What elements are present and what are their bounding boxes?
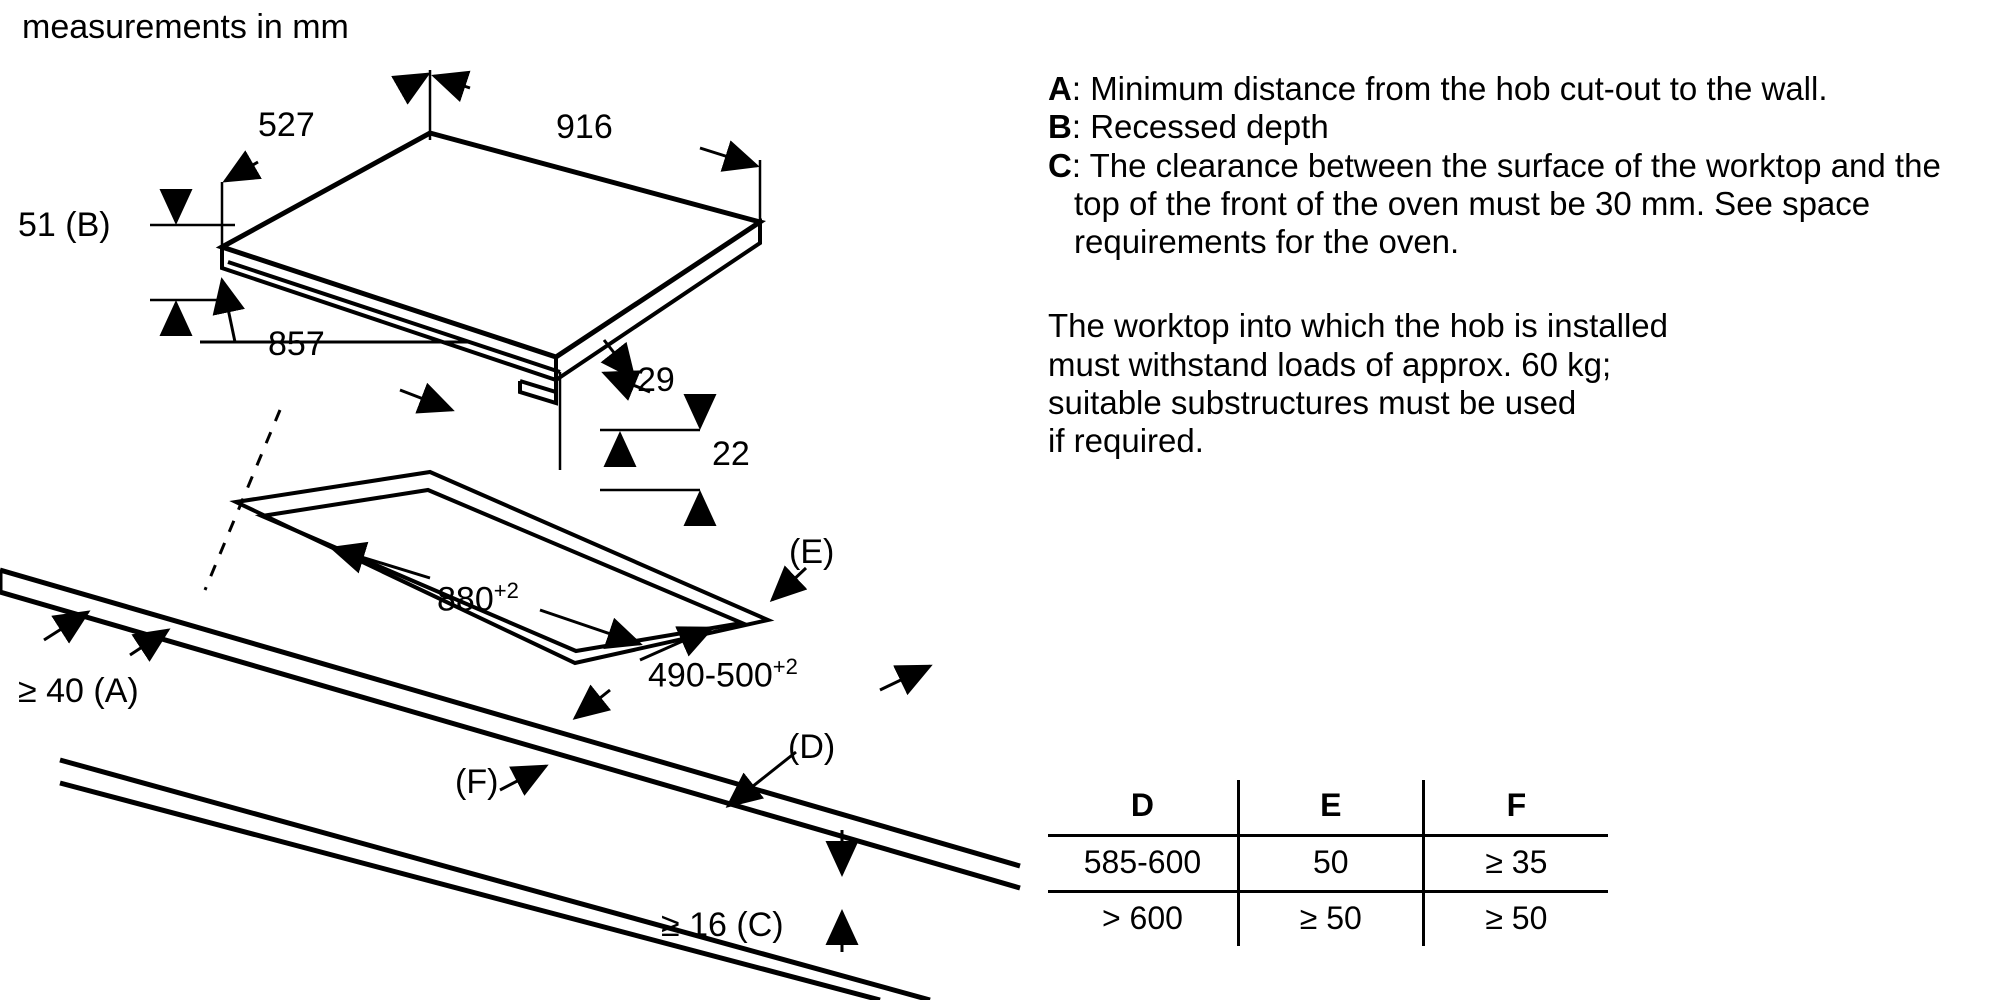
- dim-width-top: 916: [556, 108, 613, 146]
- legend-text-a: Minimum distance from the hob cut-out to the wall.: [1090, 70, 1828, 107]
- table-cell-f-2: ≥ 50: [1485, 900, 1548, 936]
- legend-text-c: The clearance between the surface of the worktop and the top of the front of the oven must be 30 mm. See space requirements for the oven.: [1074, 146, 1941, 261]
- table-cell-e-1: 50: [1238, 836, 1423, 892]
- dim-cutout-width: [437, 578, 519, 619]
- dimension-table-wrap: [1048, 780, 1608, 946]
- dim-worktop-thickness: ≥ 16 (C): [661, 906, 784, 944]
- table-row: [1048, 892, 1608, 947]
- dim-cutout-depth-tolerance: +2: [772, 654, 798, 679]
- table-header-e: E: [1238, 780, 1423, 836]
- dim-cutout-depth: [648, 654, 798, 695]
- table-header-d: D: [1130, 787, 1154, 823]
- dim-cutout-width-tolerance: +2: [493, 578, 519, 603]
- dim-depth-top: 527: [258, 106, 315, 144]
- dim-cutout-depth-value: 490-500: [648, 656, 773, 695]
- note-line-4: if required.: [1048, 422, 1204, 460]
- legend-item-b: B: Recessed depth: [1048, 108, 1329, 146]
- units-note: measurements in mm: [22, 8, 349, 46]
- table-cell-d-2: > 600: [1101, 900, 1183, 936]
- dim-cutout-width-value: 880: [437, 580, 494, 619]
- table-row: [1048, 836, 1608, 892]
- legend-item-c: C: The clearance between the surface of the worktop and the top of the front of the oven must be 30 mm. See space requirements for the oven.: [1048, 146, 1941, 261]
- table-cell-d-1: 585-600: [1083, 844, 1202, 880]
- note-line-2: must withstand loads of approx. 60 kg;: [1048, 345, 1612, 383]
- table-header-f: F: [1506, 787, 1527, 823]
- dim-wall-distance: ≥ 40 (A): [18, 672, 139, 710]
- dimension-table: [1048, 780, 1608, 946]
- legend-key-c: C: [1048, 146, 1072, 184]
- legend-list: [1048, 70, 1978, 261]
- table-cell-e-2: ≥ 50: [1238, 892, 1423, 947]
- legend-key-a: A: [1048, 70, 1072, 107]
- callout-f: (F): [455, 763, 499, 801]
- callout-e: (E): [789, 533, 835, 571]
- worktop-load-note: [1048, 307, 1978, 460]
- legend-text-b: Recessed depth: [1090, 108, 1329, 146]
- dim-cutout-reference: 857: [268, 325, 325, 363]
- table-header-row: [1048, 780, 1608, 836]
- table-cell-f-1: ≥ 35: [1485, 844, 1548, 880]
- legend-item-a: A: Minimum distance from the hob cut-out to the wall.: [1048, 70, 1828, 107]
- dim-front-offset: 29: [637, 361, 675, 399]
- note-line-1: The worktop into which the hob is installed: [1048, 307, 1669, 345]
- legend-key-b: B: [1048, 108, 1072, 146]
- callout-d: (D): [788, 728, 836, 766]
- legend-panel: [1048, 70, 1978, 460]
- dim-recessed-depth: 51 (B): [18, 206, 111, 244]
- dim-front-height: 22: [712, 435, 750, 473]
- note-line-3: suitable substructures must be used: [1048, 383, 1577, 421]
